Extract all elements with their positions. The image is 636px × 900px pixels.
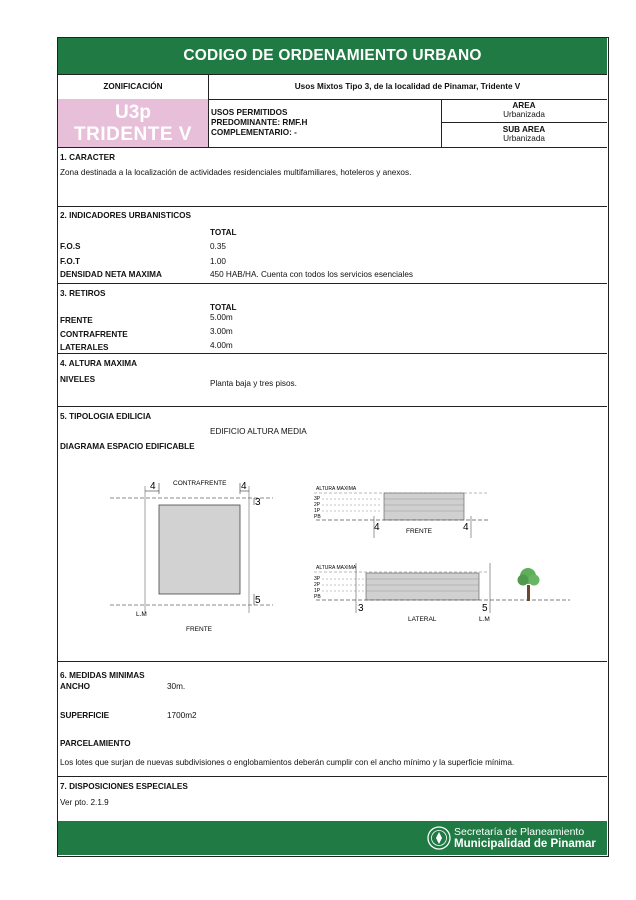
front-level-pb: PB [314, 514, 321, 520]
footer-secretaria: Secretaría de Planeamiento [454, 826, 585, 838]
plan-dim-4b: 4 [241, 481, 247, 492]
subarea-cell [441, 123, 607, 147]
side-elevation [314, 563, 570, 623]
municipal-seal-icon [427, 825, 451, 851]
zone-code-box [58, 99, 208, 147]
usos-complementario: COMPLEMENTARIO: - [211, 128, 297, 137]
side-dim-right: 5 [482, 603, 488, 614]
front-level-3p: 3P [314, 496, 321, 502]
section-medidas-title: 6. MEDIDAS MINIMAS [60, 671, 145, 680]
fot-label: F.O.T [60, 257, 81, 266]
zonificacion-label: ZONIFICACIÓN [103, 82, 163, 91]
front-label: FRENTE [406, 528, 432, 535]
front-level-1p: 1P [314, 508, 321, 514]
front-elevation [314, 486, 488, 538]
zoning-sheet [57, 37, 609, 857]
side-building [366, 573, 479, 600]
front-dim-left: 4 [374, 522, 380, 533]
parcelamiento-label: PARCELAMIENTO [60, 739, 131, 748]
section-altura-title: 4. ALTURA MAXIMA [60, 359, 138, 368]
side-level-1p: 1P [314, 588, 321, 594]
section-disposiciones-title: 7. DISPOSICIONES ESPECIALES [60, 782, 188, 791]
section-retiros-title: 3. RETIROS [60, 289, 106, 298]
subarea-label: SUB AREA [502, 125, 546, 134]
usos-predominante: PREDOMINANTE: RMF.H [211, 118, 308, 127]
zone-code: U3p [115, 101, 151, 123]
laterales-value: 4.00m [210, 341, 233, 350]
edificable-diagram [58, 458, 607, 658]
disposiciones-text: Ver pto. 2.1.9 [60, 798, 109, 807]
usos-permitidos-label: USOS PERMITIDOS [211, 108, 288, 117]
frente-label: FRENTE [60, 316, 93, 325]
ancho-value: 30m. [167, 682, 186, 691]
parcelamiento-text: Los lotes que surjan de nuevas subdivisiones o englobamientos deberán cumplir con el ancho mínimo y la superficie mínima. [60, 758, 515, 767]
side-level-2p: 2P [314, 582, 321, 588]
side-label: LATERAL [408, 616, 437, 623]
zone-name: TRIDENTE V [74, 123, 192, 145]
superficie-value: 1700m2 [167, 711, 197, 720]
side-level-pb: PB [314, 594, 321, 600]
footer-bar [58, 821, 607, 855]
section-caracter-title: 1. CARACTER [60, 153, 116, 162]
section-tipologia-title: 5. TIPOLOGIA EDILICIA [60, 412, 152, 421]
plan-dim-5: 5 [255, 595, 261, 606]
frente-value: 5.00m [210, 313, 233, 322]
retiros-total-label: TOTAL [210, 303, 237, 312]
page-title: CODIGO DE ORDENAMIENTO URBANO [58, 38, 607, 74]
ancho-label: ANCHO [60, 682, 91, 691]
diagrama-label: DIAGRAMA ESPACIO EDIFICABLE [60, 442, 195, 451]
niveles-label: NIVELES [60, 375, 96, 384]
area-cell [441, 99, 607, 123]
niveles-value: Planta baja y tres pisos. [210, 379, 297, 388]
subarea-value: Urbanizada [503, 134, 545, 143]
tipologia-value: EDIFICIO ALTURA MEDIA [210, 427, 307, 436]
plan-building [159, 505, 240, 594]
front-altura-label: ALTURA MAXIMA [316, 486, 357, 492]
fos-value: 0.35 [210, 242, 226, 251]
plan-label-lm: L.M [136, 611, 147, 618]
densidad-label: DENSIDAD NETA MAXIMA [60, 270, 162, 279]
side-level-3p: 3P [314, 576, 321, 582]
fos-label: F.O.S [60, 242, 81, 251]
fot-value: 1.00 [210, 257, 226, 266]
side-label-lm: L.M [479, 616, 490, 623]
contrafrente-value: 3.00m [210, 327, 233, 336]
zonificacion-description: Usos Mixtos Tipo 3, de la localidad de Pinamar, Tridente V [294, 82, 521, 91]
indicadores-total-label: TOTAL [210, 228, 237, 237]
section-indicadores-title: 2. INDICADORES URBANISTICOS [60, 211, 192, 220]
contrafrente-label: CONTRAFRENTE [60, 330, 128, 339]
area-label: AREA [512, 101, 536, 110]
front-level-2p: 2P [314, 502, 321, 508]
front-dim-right: 4 [463, 522, 469, 533]
plan-label-frente: FRENTE [186, 626, 212, 633]
footer-municipalidad: Municipalidad de Pinamar [454, 838, 596, 850]
side-altura-label: ALTURA MAXIMA [316, 565, 357, 571]
tree-icon [518, 568, 540, 601]
densidad-value: 450 HAB/HA. Cuenta con todos los servicios esenciales [210, 270, 413, 279]
area-value: Urbanizada [503, 110, 545, 119]
plan-view [110, 480, 273, 633]
plan-label-contrafrente: CONTRAFRENTE [173, 480, 227, 487]
side-dim-left: 3 [358, 603, 364, 614]
caracter-text: Zona destinada a la localización de actividades residenciales multifamiliares, hoteleros y anexos. [60, 168, 412, 177]
superficie-label: SUPERFICIE [60, 711, 110, 720]
laterales-label: LATERALES [60, 343, 109, 352]
plan-dim-4a: 4 [150, 481, 156, 492]
plan-dim-3: 3 [255, 497, 261, 508]
front-building [384, 493, 464, 520]
